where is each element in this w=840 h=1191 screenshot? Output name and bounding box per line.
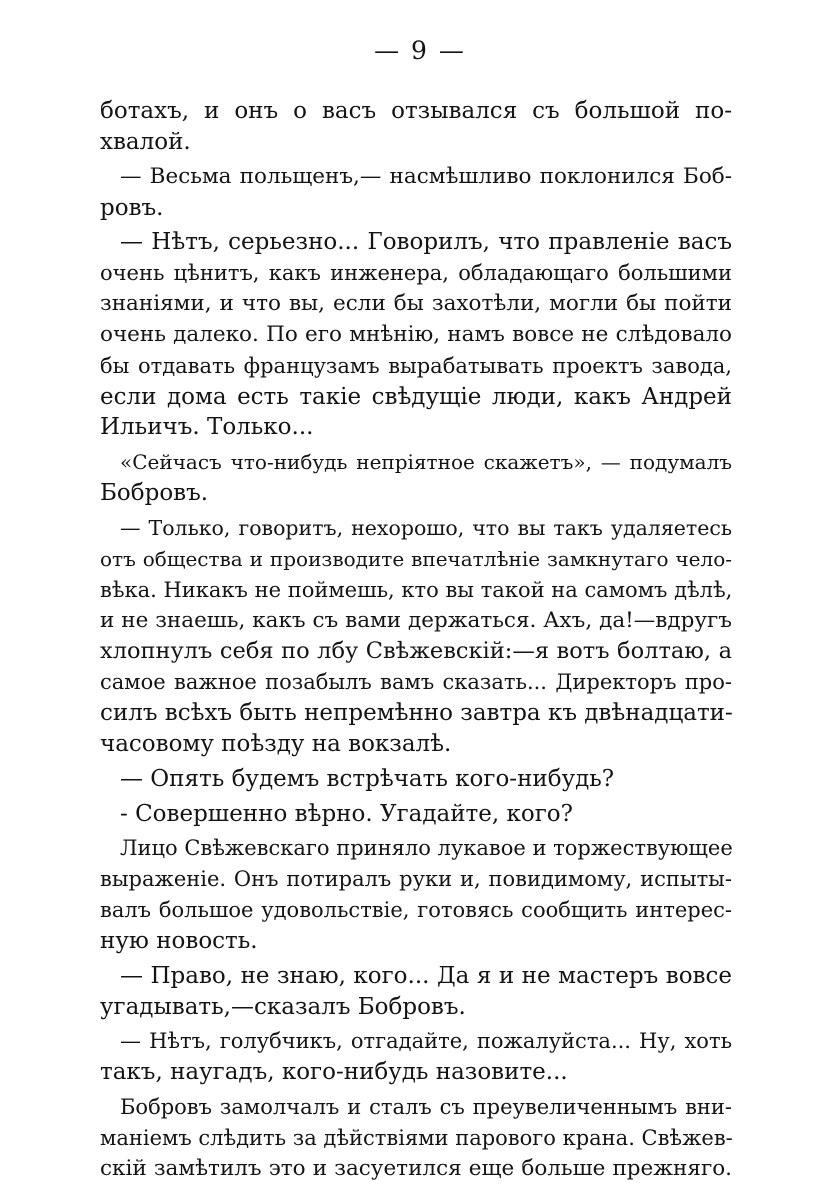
text-line: хвалой.: [100, 128, 191, 155]
text-line: — Нѣтъ, серьезно... Говорилъ, что правленіе васъ: [120, 229, 732, 256]
text-line: угадывать,—сказалъ Бобровъ.: [100, 993, 466, 1020]
text-line: ровъ.: [100, 194, 164, 221]
text-line: отъ общества и производите впечатлѣніе замкнутаго чело-: [100, 546, 732, 571]
text-line: силъ всѣхъ быть непремѣнно завтра къ двѣнадцати-: [100, 700, 733, 727]
text-line: маніемъ слѣдить за дѣйствіями парового крана. Свѣжев-: [100, 1126, 733, 1150]
text-line: если дома есть такіе свѣдущіе люди, какъ Андрей: [100, 383, 732, 410]
page-number: — 9 —: [374, 36, 466, 65]
text-line: Бобровъ.: [100, 480, 209, 507]
text-line: такъ, наугадъ, кого-нибудь назовите...: [100, 1059, 568, 1086]
text-line: очень далеко. По его мнѣнію, намъ вовсе не слѣдовало: [100, 321, 732, 347]
text-line: хлопнулъ себя по лбу Свѣжевскій:—я вотъ болтаю, а: [100, 638, 732, 665]
text-line: бы отдавать французамъ вырабатывать проектъ завода,: [100, 353, 732, 378]
text-line: очень цѣнитъ, какъ инженера, обладающаго большими: [100, 261, 732, 286]
text-line: — Право, не знаю, кого... Да я и не мастеръ вовсе: [120, 962, 732, 989]
text-line: — Весьма польщенъ,— насмѣшливо поклонился Боб-: [120, 163, 732, 189]
text-line: вѣка. Никакъ не поймешь, кто вы такой на самомъ дѣлѣ,: [100, 577, 733, 602]
text-line: и не знаешь, какъ съ вами держаться. Ахъ, да!—вдругъ: [100, 607, 732, 633]
text-line: — Опять будемъ встрѣчать кого-нибудь?: [120, 765, 615, 792]
text-line: валъ большое удовольствіе, готовясь сообщить интерес-: [100, 898, 732, 923]
text-line: — Нѣтъ, голубчикъ, отгадайте, пожалуйста... Ну, хоть: [120, 1029, 732, 1054]
text-line: Ильичъ. Только...: [100, 414, 314, 441]
text-line: часовому поѣзду на вокзалѣ.: [100, 730, 452, 757]
text-line: ботахъ, и онъ о васъ отзывался съ большой по-: [100, 98, 732, 124]
body-text: [100, 96, 732, 1185]
text-line: самое важное позабылъ вамъ сказать... Директоръ про-: [100, 670, 732, 695]
text-line: знаніями, и что вы, если бы захотѣли, могли бы пойти: [100, 291, 732, 317]
text-line: — Только, говоритъ, нехорошо, что вы такъ удаляетесь: [120, 515, 732, 540]
text-line: - Совершенно вѣрно. Угадайте, кого?: [120, 800, 573, 827]
text-line: Бобровъ замолчалъ и сталъ съ преувеличеннымъ вни-: [120, 1095, 732, 1120]
text-line: Лицо Свѣжевскаго приняло лукавое и торжествующее: [120, 836, 733, 861]
text-line: «Сейчасъ что-нибудь непріятное скажетъ», — подумалъ: [120, 450, 732, 475]
text-line: ную новость.: [100, 927, 258, 954]
text-line: скій замѣтилъ это и засуетился еще больше прежняго.: [100, 1155, 732, 1181]
text-line: выраженіе. Онъ потиралъ руки и, повидимому, испыты-: [100, 867, 732, 892]
